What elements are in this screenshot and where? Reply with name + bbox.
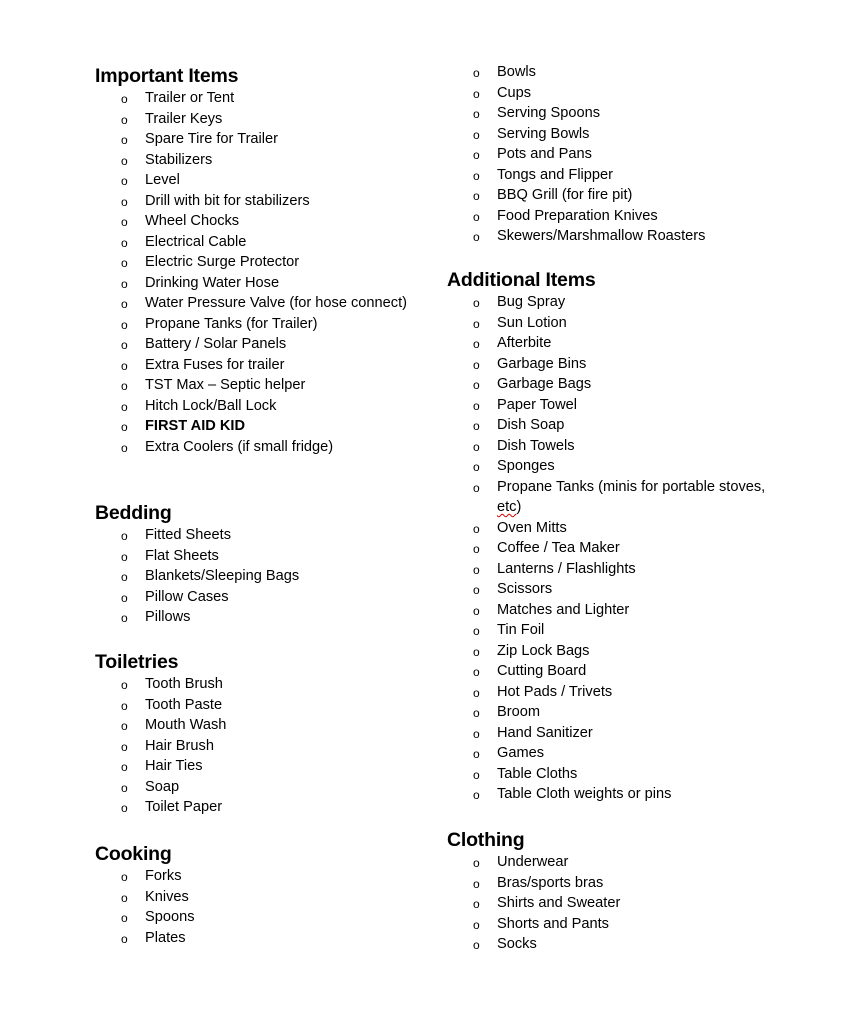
list-item <box>95 587 299 608</box>
list-item-text: Trailer Keys <box>145 110 223 127</box>
circle-bullet-icon: o <box>121 739 128 754</box>
list-item <box>95 546 299 567</box>
list-item <box>95 928 195 949</box>
list-item-text: Oven Mitts <box>497 519 567 536</box>
list-item <box>447 893 620 914</box>
list-item <box>447 124 705 145</box>
checklist <box>447 62 705 247</box>
list-item <box>95 907 195 928</box>
circle-bullet-icon: o <box>473 168 480 183</box>
list-item-text: Propane Tanks (for Trailer) <box>145 315 318 332</box>
circle-bullet-icon: o <box>121 256 128 270</box>
section-clothing <box>447 828 620 955</box>
list-item <box>95 211 407 232</box>
list-item <box>447 702 767 723</box>
section-cooking <box>95 842 195 948</box>
list-item <box>447 743 767 764</box>
circle-bullet-icon: o <box>473 521 480 536</box>
list-item-text: Water Pressure Valve (for hose connect) <box>145 295 407 311</box>
list-item-text: Pillows <box>145 609 191 625</box>
circle-bullet-icon: o <box>121 399 128 414</box>
list-item-text: Level <box>145 172 180 188</box>
circle-bullet-icon: o <box>121 194 128 209</box>
list-item <box>447 914 620 935</box>
list-item-text: Tongs and Flipper <box>497 166 614 183</box>
section-toiletries <box>95 650 226 818</box>
list-item <box>95 416 407 437</box>
circle-bullet-icon: o <box>121 760 128 774</box>
list-item-text: Tooth Brush <box>145 676 223 692</box>
list-item <box>447 661 767 682</box>
circle-bullet-icon: o <box>121 153 128 168</box>
list-item <box>447 185 705 206</box>
circle-bullet-icon: o <box>121 92 128 106</box>
circle-bullet-icon: o <box>121 358 128 373</box>
list-item-text: Propane Tanks (minis for portable stoves, etc) <box>497 478 766 515</box>
circle-bullet-icon: o <box>121 931 128 946</box>
list-item <box>447 415 767 436</box>
circle-bullet-icon: o <box>473 378 480 392</box>
list-item <box>447 226 705 247</box>
circle-bullet-icon: o <box>473 644 480 659</box>
list-item <box>447 374 767 395</box>
list-item-text: Garbage Bags <box>497 376 592 392</box>
list-item <box>95 232 407 253</box>
list-item-text: Cups <box>497 84 532 101</box>
list-item-text: Hair Ties <box>145 758 203 774</box>
circle-bullet-icon: o <box>121 698 128 713</box>
list-item-text: Pillow Cases <box>145 588 229 605</box>
circle-bullet-icon: o <box>473 419 480 433</box>
list-item <box>447 641 767 662</box>
list-item-text: Matches and Lighter <box>497 601 630 618</box>
list-item <box>95 314 407 335</box>
list-item-text: Skewers/Marshmallow Roasters <box>497 228 706 244</box>
circle-bullet-icon: o <box>121 529 128 543</box>
list-item <box>95 150 407 171</box>
list-item <box>447 852 620 873</box>
list-item-text: Hair Brush <box>145 737 214 754</box>
section-heading: Important Items <box>95 65 239 87</box>
list-item <box>95 715 226 736</box>
list-item-text: Mouth Wash <box>145 717 227 733</box>
section-heading: Clothing <box>447 829 525 851</box>
list-item <box>447 62 705 83</box>
list-item-text: Blankets/Sleeping Bags <box>145 568 300 584</box>
circle-bullet-icon: o <box>473 788 480 802</box>
list-item <box>447 784 767 805</box>
list-item <box>447 436 767 457</box>
list-item-text: Bras/sports bras <box>497 874 604 891</box>
list-item <box>95 252 407 273</box>
list-item <box>95 273 407 294</box>
list-item-text: Plates <box>145 929 186 946</box>
circle-bullet-icon: o <box>473 897 480 911</box>
list-item-text: Cutting Board <box>497 663 587 679</box>
list-item <box>447 292 767 313</box>
list-item-text: FIRST AID KID <box>145 418 245 434</box>
list-item <box>447 579 767 600</box>
circle-bullet-icon: o <box>473 480 480 495</box>
list-item-text: Shorts and Pants <box>497 915 609 932</box>
list-item <box>447 873 620 894</box>
list-item-text: Flat Sheets <box>145 547 219 564</box>
list-item-text: Forks <box>145 868 182 884</box>
list-item-text: Extra Fuses for trailer <box>145 356 285 373</box>
circle-bullet-icon: o <box>121 440 128 455</box>
list-item <box>95 777 226 798</box>
list-item-text: Garbage Bins <box>497 355 587 372</box>
list-item <box>95 293 407 314</box>
list-item <box>95 887 195 908</box>
list-item-text: Electric Surge Protector <box>145 254 300 270</box>
circle-bullet-icon: o <box>121 420 128 434</box>
circle-bullet-icon: o <box>473 624 480 638</box>
list-item-text: Drill with bit for stabilizers <box>145 192 310 209</box>
list-item-text: Zip Lock Bags <box>497 642 590 659</box>
circle-bullet-icon: o <box>473 86 480 101</box>
list-item <box>447 354 767 375</box>
circle-bullet-icon: o <box>473 148 480 162</box>
circle-bullet-icon: o <box>473 747 480 761</box>
checklist <box>95 866 195 948</box>
circle-bullet-icon: o <box>121 549 128 564</box>
list-item <box>447 620 767 641</box>
list-item-text: Bug Spray <box>497 294 566 310</box>
circle-bullet-icon: o <box>473 706 480 720</box>
list-item-text: Games <box>497 745 545 761</box>
list-item <box>95 375 407 396</box>
circle-bullet-icon: o <box>121 174 128 188</box>
list-item <box>95 756 226 777</box>
list-item-text: Spare Tire for Trailer <box>145 131 279 147</box>
section-heading: Bedding <box>95 502 172 524</box>
list-item <box>447 559 767 580</box>
circle-bullet-icon: o <box>121 801 128 815</box>
list-item-text: Dish Soap <box>497 417 565 433</box>
circle-bullet-icon: o <box>473 767 480 782</box>
circle-bullet-icon: o <box>121 590 128 605</box>
circle-bullet-icon: o <box>121 215 128 229</box>
list-item-text: Toilet Paper <box>145 799 223 815</box>
list-item-text: Paper Towel <box>497 396 578 413</box>
circle-bullet-icon: o <box>473 66 480 80</box>
spellcheck-underline: etc <box>497 499 517 515</box>
list-item-text: Tin Foil <box>497 622 545 638</box>
circle-bullet-icon: o <box>473 938 480 952</box>
list-item <box>447 395 767 416</box>
circle-bullet-icon: o <box>121 611 128 625</box>
section-heading: Cooking <box>95 843 172 865</box>
checklist <box>95 674 226 818</box>
list-item <box>447 538 767 559</box>
circle-bullet-icon: o <box>473 127 480 142</box>
list-item-text: Serving Spoons <box>497 105 601 121</box>
section-additional-items <box>447 268 767 805</box>
list-item <box>447 934 620 955</box>
list-item-text: Dish Towels <box>497 437 575 454</box>
circle-bullet-icon: o <box>473 726 480 741</box>
circle-bullet-icon: o <box>473 296 480 310</box>
circle-bullet-icon: o <box>121 870 128 884</box>
circle-bullet-icon: o <box>121 379 128 393</box>
circle-bullet-icon: o <box>473 685 480 700</box>
list-item <box>95 437 407 458</box>
circle-bullet-icon: o <box>473 562 480 577</box>
circle-bullet-icon: o <box>473 357 480 372</box>
circle-bullet-icon: o <box>473 856 480 870</box>
list-item <box>447 477 767 518</box>
list-item <box>95 607 299 628</box>
list-item <box>447 206 705 227</box>
list-item <box>95 695 226 716</box>
list-item-text: Lanterns / Flashlights <box>497 560 636 577</box>
circle-bullet-icon: o <box>473 439 480 454</box>
list-item-text: BBQ Grill (for fire pit) <box>497 187 633 203</box>
list-item <box>447 165 705 186</box>
list-item <box>95 566 299 587</box>
circle-bullet-icon: o <box>473 917 480 932</box>
circle-bullet-icon: o <box>121 112 128 127</box>
list-item <box>95 170 407 191</box>
circle-bullet-icon: o <box>121 719 128 733</box>
circle-bullet-icon: o <box>121 570 128 584</box>
circle-bullet-icon: o <box>121 317 128 332</box>
checklist <box>447 852 620 955</box>
circle-bullet-icon: o <box>121 911 128 925</box>
list-item-text: Spoons <box>145 909 195 925</box>
list-item <box>447 723 767 744</box>
list-item <box>95 191 407 212</box>
list-item <box>447 103 705 124</box>
list-item <box>95 129 407 150</box>
list-item-text: Hand Sanitizer <box>497 724 593 741</box>
list-item <box>95 736 226 757</box>
checklist <box>447 292 767 805</box>
section-bedding <box>95 501 299 628</box>
list-item-text: Serving Bowls <box>497 125 590 142</box>
list-item-text: Underwear <box>497 854 569 870</box>
circle-bullet-icon: o <box>121 235 128 250</box>
list-item <box>447 313 767 334</box>
circle-bullet-icon: o <box>121 780 128 795</box>
list-item-text: Socks <box>497 936 537 952</box>
list-item <box>447 682 767 703</box>
list-item <box>447 764 767 785</box>
list-item <box>447 144 705 165</box>
circle-bullet-icon: o <box>121 276 128 291</box>
circle-bullet-icon: o <box>473 460 480 474</box>
list-item-text: Broom <box>497 704 540 720</box>
circle-bullet-icon: o <box>473 230 480 244</box>
list-item-text: Trailer or Tent <box>145 90 235 106</box>
list-item <box>95 674 226 695</box>
list-item-text: Table Cloth weights or pins <box>497 786 672 802</box>
circle-bullet-icon: o <box>121 133 128 147</box>
circle-bullet-icon: o <box>473 665 480 679</box>
list-item-text: Extra Coolers (if small fridge) <box>145 438 334 455</box>
section-heading: Toiletries <box>95 651 179 673</box>
list-item-text: Shirts and Sweater <box>497 895 621 911</box>
section-important-items <box>95 64 407 457</box>
list-item <box>447 600 767 621</box>
list-item <box>95 525 299 546</box>
list-item-text: Table Cloths <box>497 765 578 782</box>
circle-bullet-icon: o <box>473 189 480 203</box>
list-item <box>447 456 767 477</box>
list-item <box>95 109 407 130</box>
checklist <box>95 88 407 457</box>
list-item-text: Scissors <box>497 581 553 597</box>
list-item-text: TST Max – Septic helper <box>145 377 306 393</box>
circle-bullet-icon: o <box>473 876 480 891</box>
circle-bullet-icon: o <box>121 338 128 352</box>
section-heading: Additional Items <box>447 269 596 291</box>
list-item-text: Battery / Solar Panels <box>145 336 287 352</box>
list-item <box>95 797 226 818</box>
list-item <box>95 396 407 417</box>
list-item-text: Knives <box>145 888 189 905</box>
list-item-text: Electrical Cable <box>145 233 247 250</box>
list-item-text: Afterbite <box>497 335 552 351</box>
list-item-text: Tooth Paste <box>145 696 223 713</box>
list-item-text: Food Preparation Knives <box>497 207 658 224</box>
circle-bullet-icon: o <box>473 209 480 224</box>
list-item-text: Sponges <box>497 458 555 474</box>
circle-bullet-icon: o <box>473 398 480 413</box>
circle-bullet-icon: o <box>473 316 480 331</box>
list-item-text: Stabilizers <box>145 151 213 168</box>
circle-bullet-icon: o <box>473 337 480 351</box>
list-item <box>95 334 407 355</box>
circle-bullet-icon: o <box>121 678 128 692</box>
list-item-text: Drinking Water Hose <box>145 274 280 291</box>
list-item-text: Hot Pads / Trivets <box>497 683 613 700</box>
list-item <box>95 88 407 109</box>
circle-bullet-icon: o <box>473 107 480 121</box>
list-item-text: Bowls <box>497 64 536 80</box>
list-item-text: Wheel Chocks <box>145 213 240 229</box>
list-item-text: Pots and Pans <box>497 146 592 162</box>
circle-bullet-icon: o <box>121 297 128 311</box>
checklist <box>95 525 299 628</box>
section-cooking-continued <box>447 62 705 247</box>
list-item <box>447 333 767 354</box>
circle-bullet-icon: o <box>121 890 128 905</box>
list-item <box>95 355 407 376</box>
circle-bullet-icon: o <box>473 542 480 556</box>
list-item <box>447 83 705 104</box>
list-item-text: Sun Lotion <box>497 314 567 331</box>
list-item <box>95 866 195 887</box>
list-item <box>447 518 767 539</box>
list-item-text: Fitted Sheets <box>145 527 231 543</box>
circle-bullet-icon: o <box>473 603 480 618</box>
circle-bullet-icon: o <box>473 583 480 597</box>
list-item-text: Coffee / Tea Maker <box>497 540 620 556</box>
list-item-text: Soap <box>145 778 180 795</box>
list-item-text: Hitch Lock/Ball Lock <box>145 397 277 414</box>
